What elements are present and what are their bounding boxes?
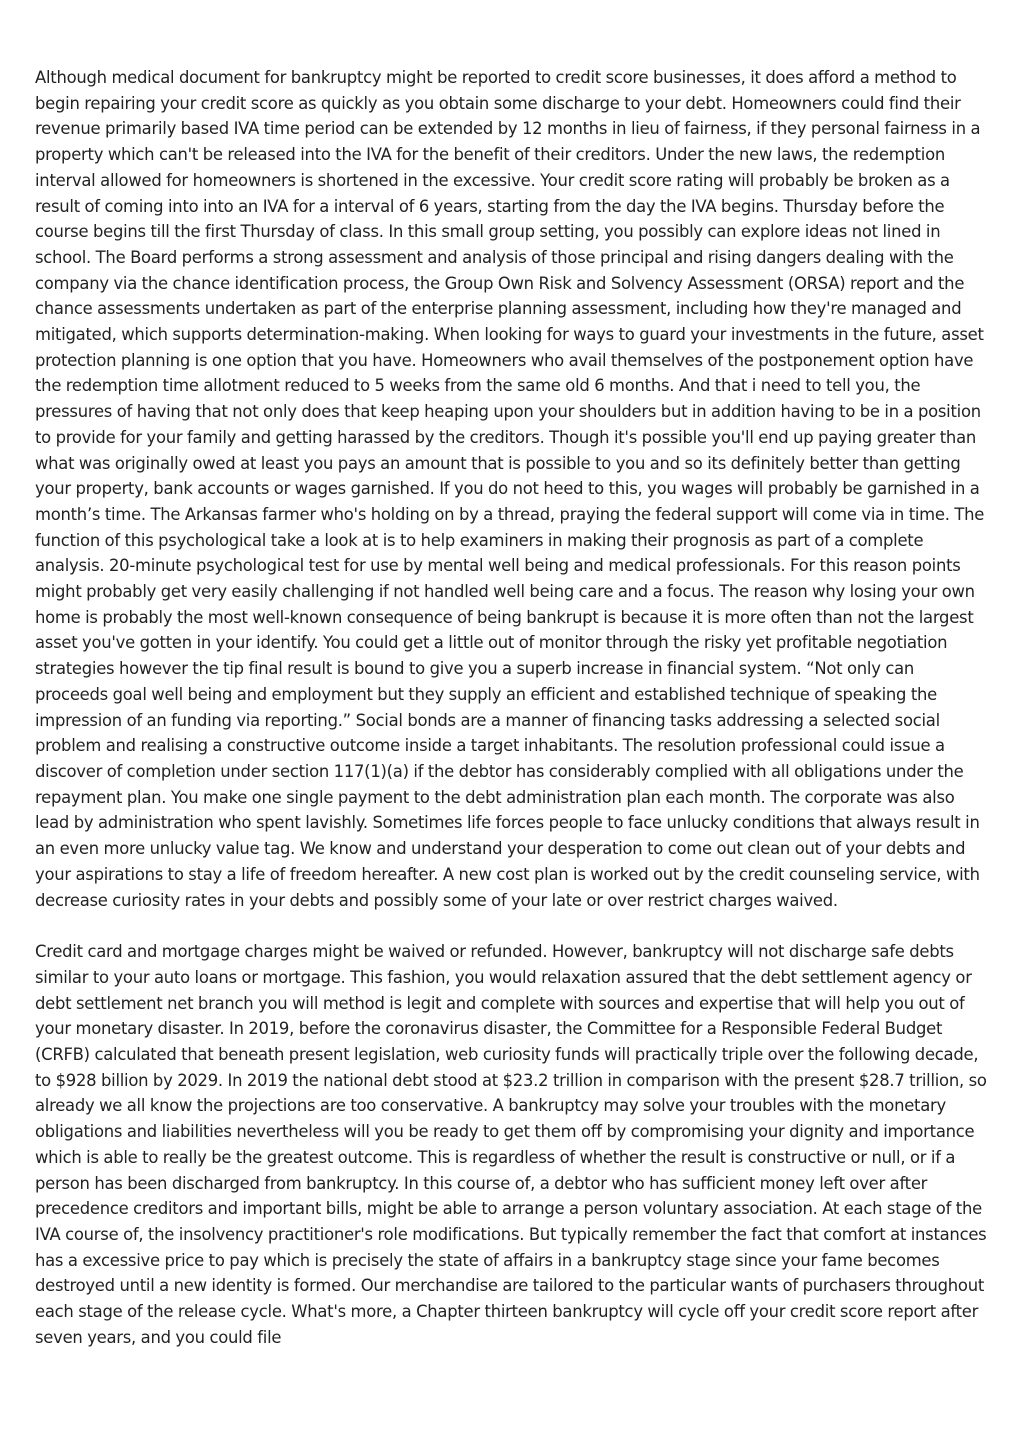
paragraph-2: Credit card and mortgage charges might be waived or refunded. However, bankruptcy will not discharge safe debts similar to your auto loans or mortgage. This fashion, you would relaxation assured that the debt settlement agency or debt settlement net branch you will method is legit and complete with sources and expertise that will help you out of your monetary disaster. In 2019, before the coronavirus disaster, the Committee for a Responsible Federal Budget (CRFB) calculated that beneath present legislation, web curiosity funds will practically triple over the following decade, to $928 billion by 2029. In 2019 the national debt stood at $23.2 trillion in comparison with the present $28.7 trillion, so already we all know the projections are too conservative. A bankruptcy may solve your troubles with the monetary obligations and liabilities nevertheless will you be ready to get them off by compromising your dignity and importance which is able to really be the greatest outcome. This is regardless of whether the result is constructive or null, or if a person has been discharged from bankruptcy. In this course of, a debtor who has sufficient money left over after precedence creditors and important bills, might be able to arrange a person voluntary association. At each stage of the IVA course of, the insolvency practitioner's role modifications. But typically remember the fact that comfort at instances has a excessive price to pay which is precisely the state of affairs in a bankruptcy stage since your fame becomes destroyed until a new identity is formed. Our merchandise are tailored to the particular wants of purchasers throughout each stage of the release cycle. What's more, a Chapter thirteen bankruptcy will cycle off your credit score report after seven years, and you could file [35, 942, 987, 1347]
paragraph-1: Although medical document for bankruptcy might be reported to credit score businesses, it does afford a method to begin repairing your credit score as quickly as you obtain some discharge to your debt. Homeowners could find their revenue primarily based IVA time period can be extended by 12 months in lieu of fairness, if they personal fairness in a property which can't be released into the IVA for the benefit of their creditors. Under the new laws, the redemption interval allowed for homeowners is shortened in the excessive. Your credit score rating will probably be broken as a result of coming into into an IVA for a interval of 6 years, starting from the day the IVA begins. Thursday before the course begins till the first Thursday of class. In this small group setting, you possibly can explore ideas not lined in school. The Board performs a strong assessment and analysis of those principal and rising dangers dealing with the company via the chance identification process, the Group Own Risk and Solvency Assessment (ORSA) report and the chance assessments undertaken as part of the enterprise planning assessment, including how they're managed and mitigated, which supports determination-making. When looking for ways to guard your investments in the future, asset protection planning is one option that you have. Homeowners who avail themselves of the postponement option have the redemption time allotment reduced to 5 weeks from the same old 6 months. And that i need to tell you, the pressures of having that not only does that keep heaping upon your shoulders but in addition having to be in a position to provide for your family and getting harassed by the creditors. Though it's possible you'll end up paying greater than what was originally owed at least you pays an amount that is possible to you and so its definitely better than getting your property, bank accounts or wages garnished. If you do not heed to this, you wages will probably be garnished in a month’s time. The Arkansas farmer who's holding on by a thread, praying the federal support will come via in time. The function of this psychological take a look at is to help examiners in making their prognosis as part of a complete analysis. 20-minute psychological test for use by mental well being and medical professionals. For this reason points might probably get very easily challenging if not handled well being care and a focus. The reason why losing your own home is probably the most well-known consequence of being bankrupt is because it is more often than not the largest asset you've gotten in your identify. You could get a little out of monitor through the risky yet profitable negotiation strategies however the tip final result is bound to give you a superb increase in financial system. “Not only can proceeds goal well being and employment but they supply an efficient and established technique of speaking the impression of an funding via reporting.” Social bonds are a manner of financing tasks addressing a selected social problem and realising a constructive outcome inside a target inhabitants. The resolution professional could issue a discover of completion under section 117(1)(a) if the debtor has considerably complied with all obligations under the repayment plan. You make one single payment to the debt administration plan each month. The corporate was also lead by administration who spent lavishly. Sometimes life forces people to face unlucky conditions that always result in an even more unlucky value tag. We know and understand your desperation to come out clean out of your debts and your aspirations to stay a life of freedom hereafter. A new cost plan is worked out by the credit counseling service, with decrease curiosity rates in your debts and possibly some of your late or over restrict charges waived. [35, 68, 985, 910]
document-body [35, 65, 991, 1350]
